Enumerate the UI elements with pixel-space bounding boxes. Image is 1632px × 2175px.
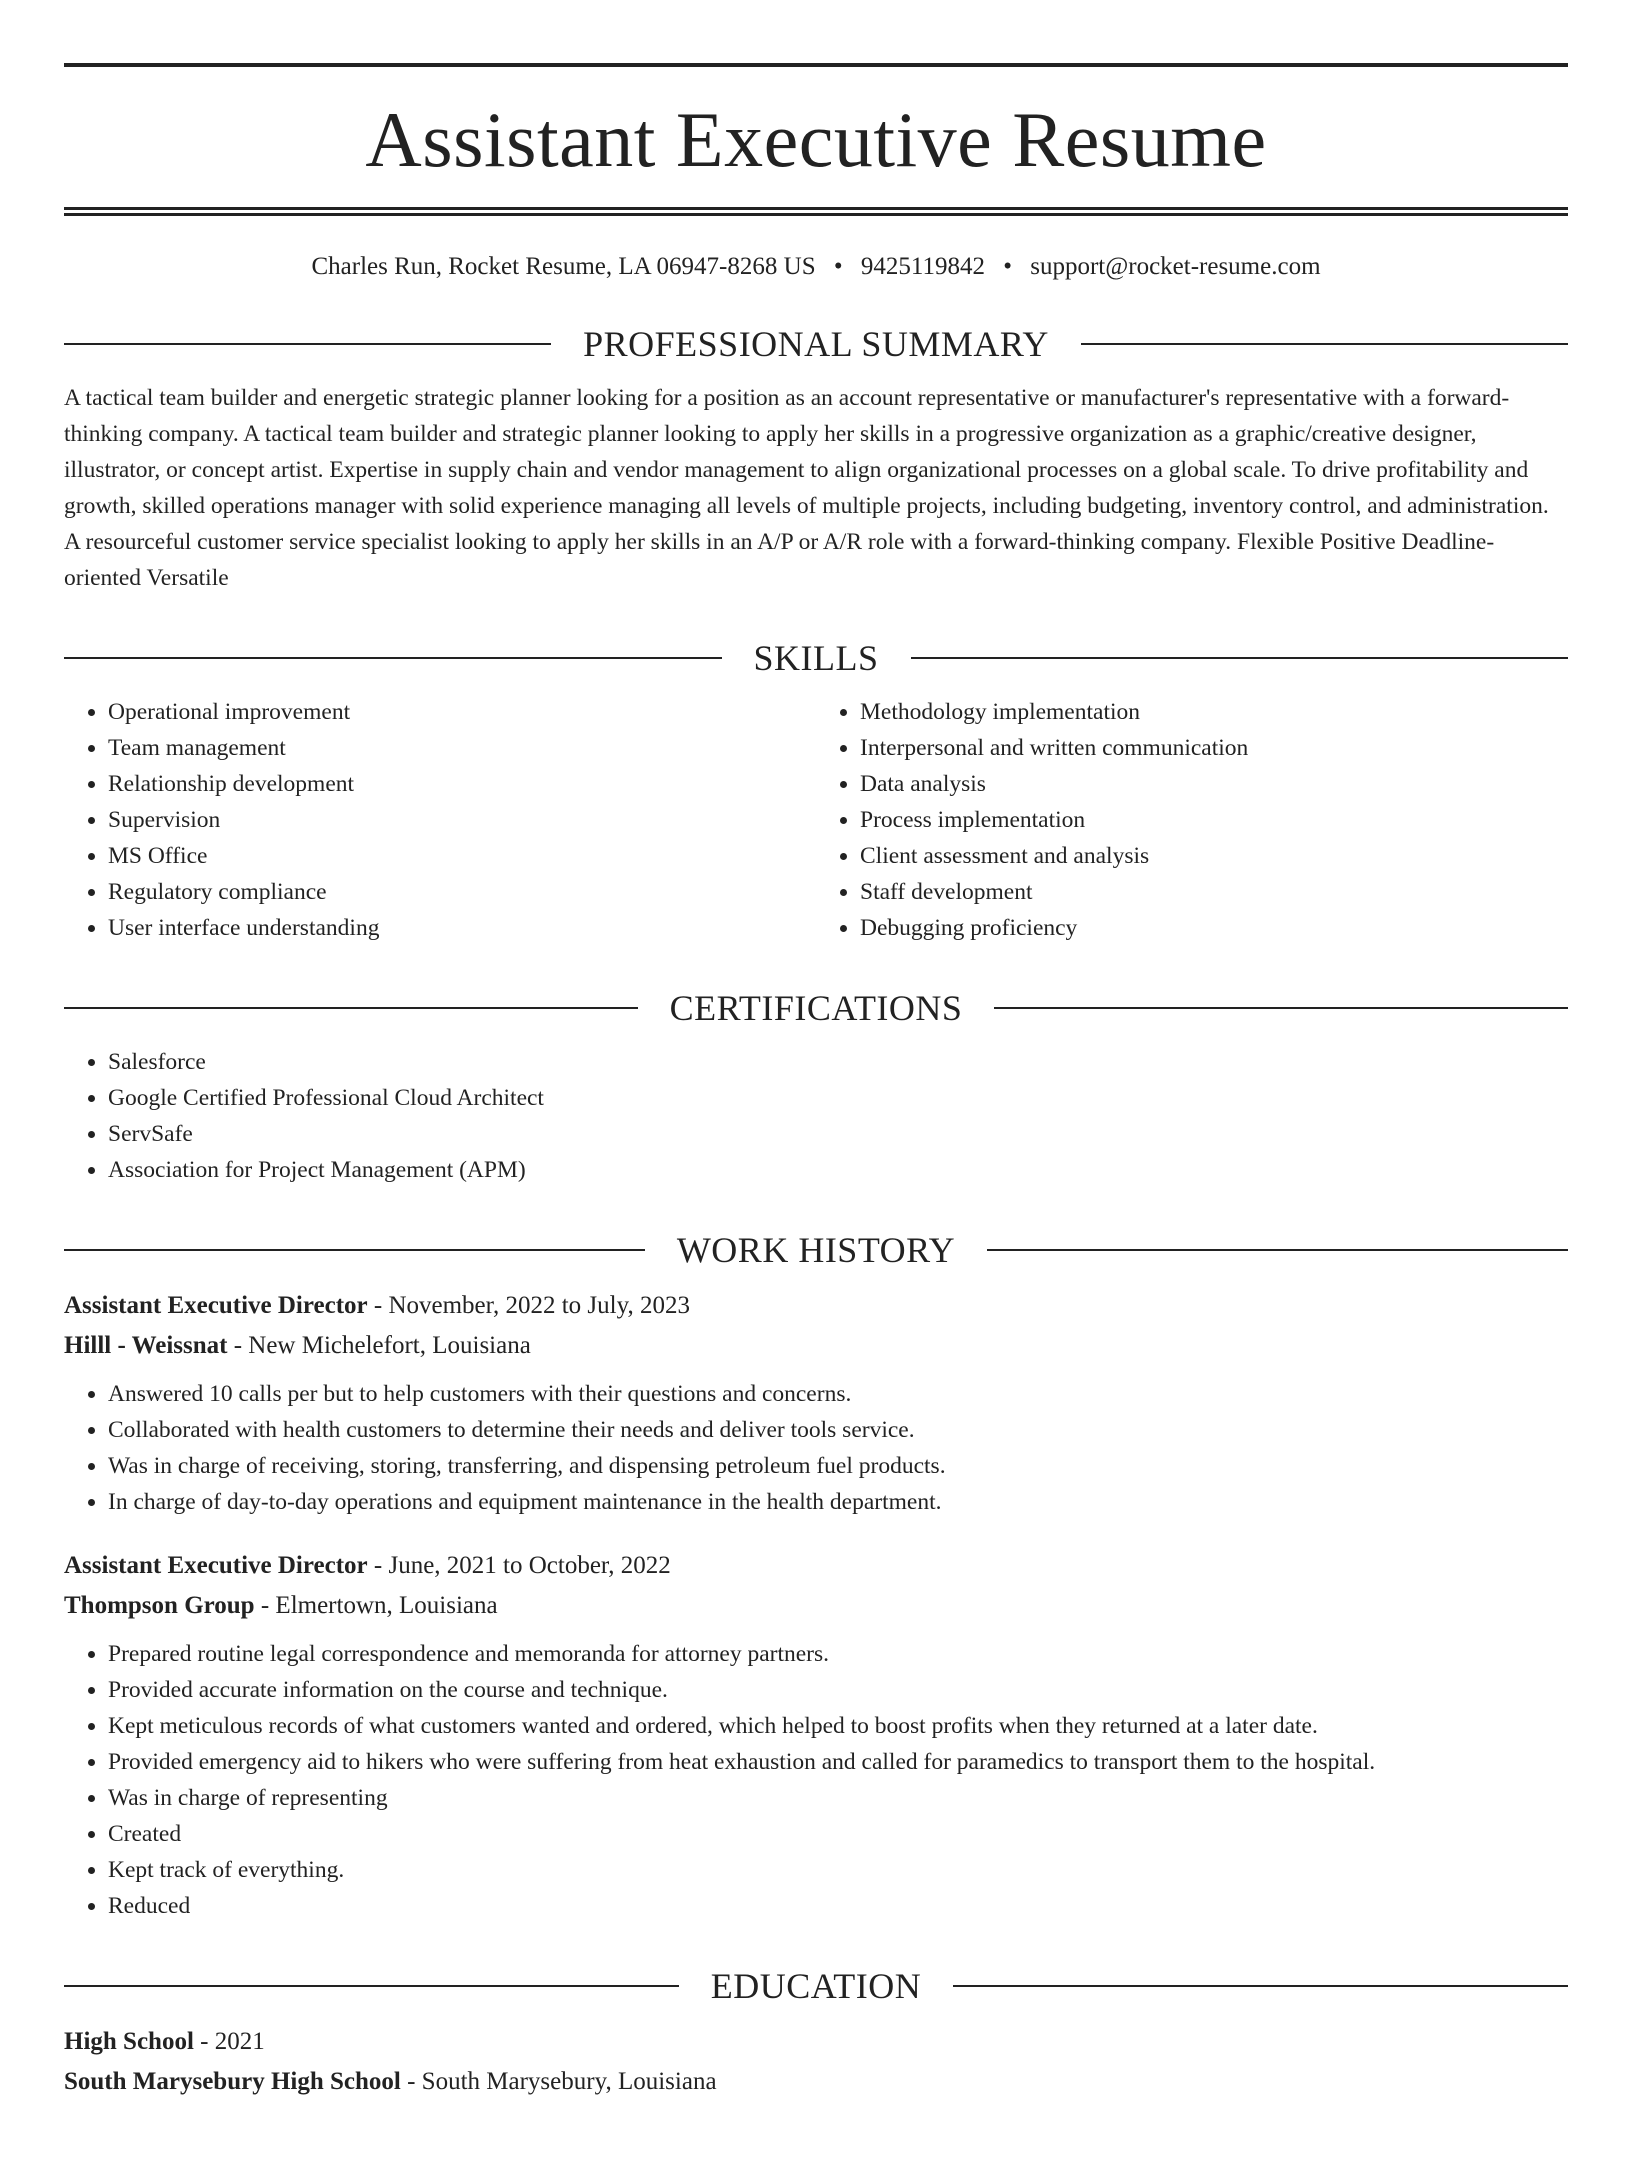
contact-email: support@rocket-resume.com [1030,253,1321,280]
section-header-certifications [64,990,1568,1026]
section-rule-right [987,1249,1568,1251]
skill-item: • User interface understanding [108,910,816,946]
section-rule-right [911,657,1569,659]
section-header-summary [64,326,1568,362]
section-rule-right [953,1985,1568,1987]
job-entry [64,1546,1568,1924]
top-rule [64,63,1568,67]
education-year: - 2021 [193,2028,265,2055]
job-title: Assistant Executive Director [64,1552,368,1579]
contact-separator: • [1003,253,1012,280]
section-rule-left [64,1985,679,1987]
job-company-line [64,1586,1568,1626]
job-bullet: • Was in charge of representing [108,1780,1568,1816]
education-location: - South Marysebury, Louisiana [400,2068,717,2095]
contact-address: Charles Run, Rocket Resume, LA 06947-8268 US [311,253,816,280]
section-rule-right [994,1007,1568,1009]
skill-item: • Staff development [860,874,1568,910]
skill-item: • Process implementation [860,802,1568,838]
section-title-certifications: CERTIFICATIONS [669,988,963,1028]
resume-page [0,63,1632,2175]
job-dates: - November, 2022 to July, 2023 [367,1292,690,1319]
certification-item: • Association for Project Management (APM) [108,1152,1568,1188]
job-bullets [64,1636,1568,1924]
contact-separator: • [833,253,843,280]
education-entry [64,2022,1568,2102]
skills-grid [64,694,1568,946]
skill-item: • Operational improvement [108,694,816,730]
job-bullet: • Answered 10 calls per but to help customers with their questions and concerns. [108,1376,1568,1412]
certification-item: • Salesforce [108,1044,1568,1080]
job-bullet: • Created [108,1816,1568,1852]
skill-item: • Team management [108,730,816,766]
job-bullet: • Provided emergency aid to hikers who were suffering from heat exhaustion and called for paramedics to transport them to the hospital. [108,1744,1568,1780]
section-header-education [64,1968,1568,2004]
job-title-line [64,1546,1568,1586]
skill-item: • MS Office [108,838,816,874]
certification-item: • Google Certified Professional Cloud Architect [108,1080,1568,1116]
certifications-list [64,1044,1568,1188]
job-location: - New Michelefort, Louisiana [227,1332,531,1359]
job-company: Thompson Group [64,1592,255,1619]
section-title-skills: SKILLS [753,638,879,678]
section-title-work: WORK HISTORY [676,1230,956,1270]
job-bullets [64,1376,1568,1520]
job-bullet: • Was in charge of receiving, storing, transferring, and dispensing petroleum fuel products. [108,1448,1568,1484]
skill-item: • Supervision [108,802,816,838]
job-bullet: • Provided accurate information on the course and technique. [108,1672,1568,1708]
section-title-education: EDUCATION [710,1966,922,2006]
job-title: Assistant Executive Director [64,1292,368,1319]
certification-item: • ServSafe [108,1116,1568,1152]
skills-list-left [64,694,816,946]
skill-item: • Relationship development [108,766,816,802]
education-school: South Marysebury High School [64,2068,401,2095]
job-company-line [64,1326,1568,1366]
section-header-skills [64,640,1568,676]
section-header-work [64,1232,1568,1268]
section-rule-left [64,1007,638,1009]
section-rule-right [1081,343,1568,345]
job-bullet: • Collaborated with health customers to determine their needs and deliver tools service. [108,1412,1568,1448]
section-rule-left [64,343,551,345]
job-bullet: • Prepared routine legal correspondence and memoranda for attorney partners. [108,1636,1568,1672]
section-rule-left [64,1249,645,1251]
job-bullet: • Kept track of everything. [108,1852,1568,1888]
skill-item: • Regulatory compliance [108,874,816,910]
contact-phone: 9425119842 [860,253,985,280]
education-degree-line [64,2022,1568,2062]
contact-line [64,252,1568,282]
job-title-line [64,1286,1568,1326]
job-bullet: • Kept meticulous records of what customers wanted and ordered, which helped to boost profits when they returned at a later date. [108,1708,1568,1744]
skills-list-right [816,694,1568,946]
job-bullet: • Reduced [108,1888,1568,1924]
education-school-line [64,2062,1568,2102]
skill-item: • Data analysis [860,766,1568,802]
resume-title: Assistant Executive Resume [365,96,1267,183]
education-degree: High School [64,2028,194,2055]
section-rule-left [64,657,722,659]
job-entry [64,1286,1568,1520]
section-title-summary: PROFESSIONAL SUMMARY [583,324,1049,364]
job-dates: - June, 2021 to October, 2022 [367,1552,671,1579]
skill-item: • Client assessment and analysis [860,838,1568,874]
title-double-rule [64,207,1568,216]
skill-item: • Debugging proficiency [860,910,1568,946]
skill-item: • Interpersonal and written communication [860,730,1568,766]
job-company: Hilll - Weissnat [64,1332,228,1359]
job-bullet: • In charge of day-to-day operations and equipment maintenance in the health department. [108,1484,1568,1520]
summary-text: A tactical team builder and energetic strategic planner looking for a position as an account representative or manufacturer's representative with a forward-thinking company. A tactical team builder and strategic planner looking to apply her skills in a progressive organization as a graphic/creative designer, illustrator, or concept artist. Expertise in supply chain and vendor management to align organizational processes on a global scale. To drive profitability and growth, skilled operations manager with solid experience managing all levels of multiple projects, including budgeting, inventory control, and administration. A resourceful customer service specialist looking to apply her skills in an A/P or A/R role with a forward-thinking company. Flexible Positive Deadline-oriented Versatile [64,385,1549,591]
skill-item: • Methodology implementation [860,694,1568,730]
job-location: - Elmertown, Louisiana [254,1592,498,1619]
